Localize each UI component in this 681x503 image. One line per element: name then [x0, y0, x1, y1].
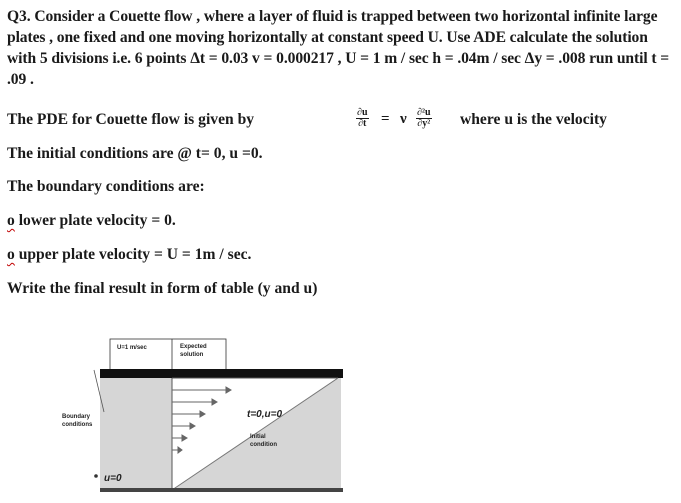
boundary-header: The boundary conditions are: [7, 178, 205, 195]
moving-plate [100, 369, 343, 378]
boundary-dot-bottom [94, 474, 98, 478]
pde-trail: where u is the velocity [460, 111, 607, 128]
question-text: Q3. Consider a Couette flow , where a layer of fluid is trapped between two horizontal infinite large plates , one fixed and one moving horizontally at constant speed U. Use ADE calculate the solution with 5 divisions i.e. 6 points Δt = 0.03 v = 0.000217 , U = 1 m / sec h = .04m / sec Δy = .008 run until t = .09 . [7, 8, 670, 88]
fixed-plate [100, 488, 343, 492]
bc-lower [7, 212, 176, 230]
pde-lhs-denominator: ∂t [358, 118, 367, 129]
bc-upper-bullet: o [7, 246, 15, 263]
top-box-right-label-2: solution [180, 352, 204, 358]
pde-rhs-fraction [416, 108, 432, 129]
bc-lower-text: lower plate velocity = 0. [14, 212, 176, 229]
pde-lhs-fraction [356, 108, 369, 129]
initial-label-1: Initial [250, 434, 266, 440]
initial-label-2: condition [250, 442, 277, 448]
boundary-label-1: Boundary [62, 414, 91, 420]
pde-lhs-numerator: ∂u [357, 107, 368, 118]
final-instruction: Write the final result in form of table (y and u) [7, 280, 318, 297]
bc-upper-text: upper plate velocity = U = 1m / sec. [14, 246, 252, 263]
bc-lower-bullet: o [7, 212, 15, 229]
pde-coefficient: ν [400, 111, 407, 127]
top-label-box [110, 339, 226, 371]
pde-lead: The PDE for Couette flow is given by [7, 111, 255, 128]
pde-rhs-denominator: ∂y² [417, 118, 431, 129]
initial-equation-label: t=0,u=0 [247, 409, 283, 420]
pde-equals: = [381, 111, 390, 127]
boundary-label-2: conditions [62, 422, 93, 428]
top-box-left-label: U=1 m/sec [117, 345, 147, 351]
bottom-equation-label: u=0 [104, 473, 122, 484]
top-box-right-label-1: Expected [180, 344, 207, 350]
couette-figure [0, 320, 681, 503]
bc-upper [7, 246, 251, 264]
initial-conditions: The initial conditions are @ t= 0, u =0. [7, 145, 263, 162]
pde-rhs-numerator: ∂²u [417, 107, 431, 118]
